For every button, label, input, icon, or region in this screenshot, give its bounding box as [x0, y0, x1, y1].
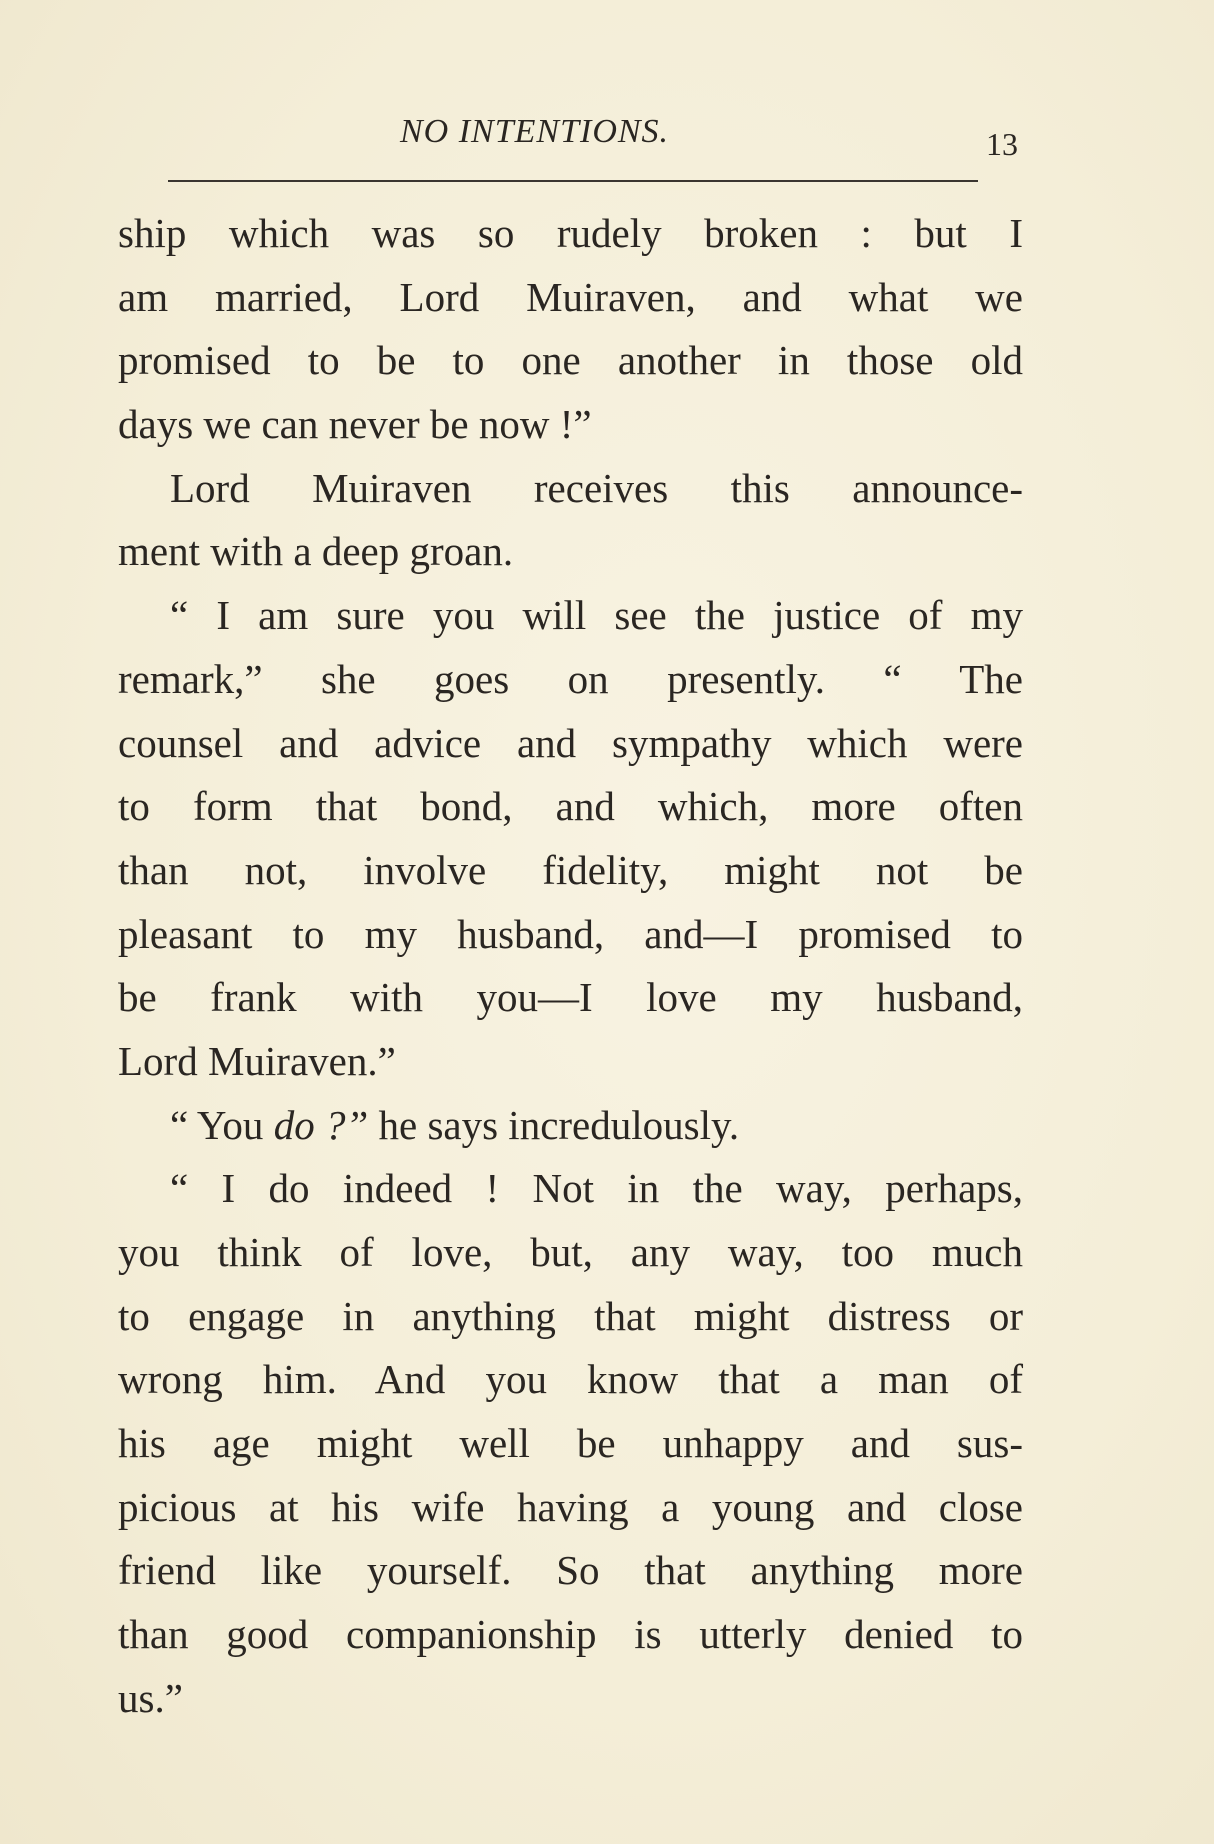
body-text [118, 202, 1023, 1731]
text-line: remark,” she goes on presently. “ The [118, 655, 1023, 702]
text-line: picious at his wife having a young and close [118, 1483, 1023, 1530]
text-line-mixed [118, 1094, 1023, 1158]
text-line: am married, Lord Muiraven, and what we [118, 273, 1023, 320]
header-rule [168, 180, 978, 182]
quote-rest: he says incredulously. [378, 1101, 740, 1148]
text-line: Lord Muiraven.” [118, 1037, 396, 1084]
text-line: than good companionship is utterly denied to [118, 1611, 1023, 1658]
italic-emphasis: do ?” [273, 1101, 369, 1148]
text-line: “ I am sure you will see the justice of my [170, 592, 1023, 639]
text-line: wrong him. And you know that a man of [118, 1356, 1023, 1403]
text-line: ment with a deep groan. [118, 528, 514, 575]
text-line: us.” [118, 1674, 183, 1721]
quote-open: “ You [170, 1101, 264, 1148]
text-line: “ I do indeed ! Not in the way, perhaps, [170, 1165, 1023, 1212]
text-line: days we can never be now !” [118, 401, 592, 448]
running-head [118, 108, 1018, 162]
text-line: promised to be to one another in those old [118, 337, 1023, 384]
text-line: be frank with you—I love my husband, [118, 974, 1023, 1021]
text-line: Lord Muiraven receives this announce- [170, 464, 1023, 511]
text-line: you think of love, but, any way, too much [118, 1229, 1023, 1275]
text-line: to engage in anything that might distress or [118, 1292, 1023, 1339]
text-line: to form that bond, and which, more often [118, 783, 1023, 830]
text-line: than not, involve fidelity, might not be [118, 846, 1023, 893]
text-line: friend like yourself. So that anything more [118, 1547, 1023, 1594]
text-line: his age might well be unhappy and sus- [118, 1420, 1023, 1467]
page-number: 13 [986, 126, 1018, 162]
text-line: pleasant to my husband, and—I promised to [118, 910, 1023, 957]
running-title: NO INTENTIONS. [400, 113, 670, 150]
text-line: ship which was so rudely broken : but I [118, 210, 1023, 256]
text-line: counsel and advice and sympathy which were [118, 719, 1023, 766]
